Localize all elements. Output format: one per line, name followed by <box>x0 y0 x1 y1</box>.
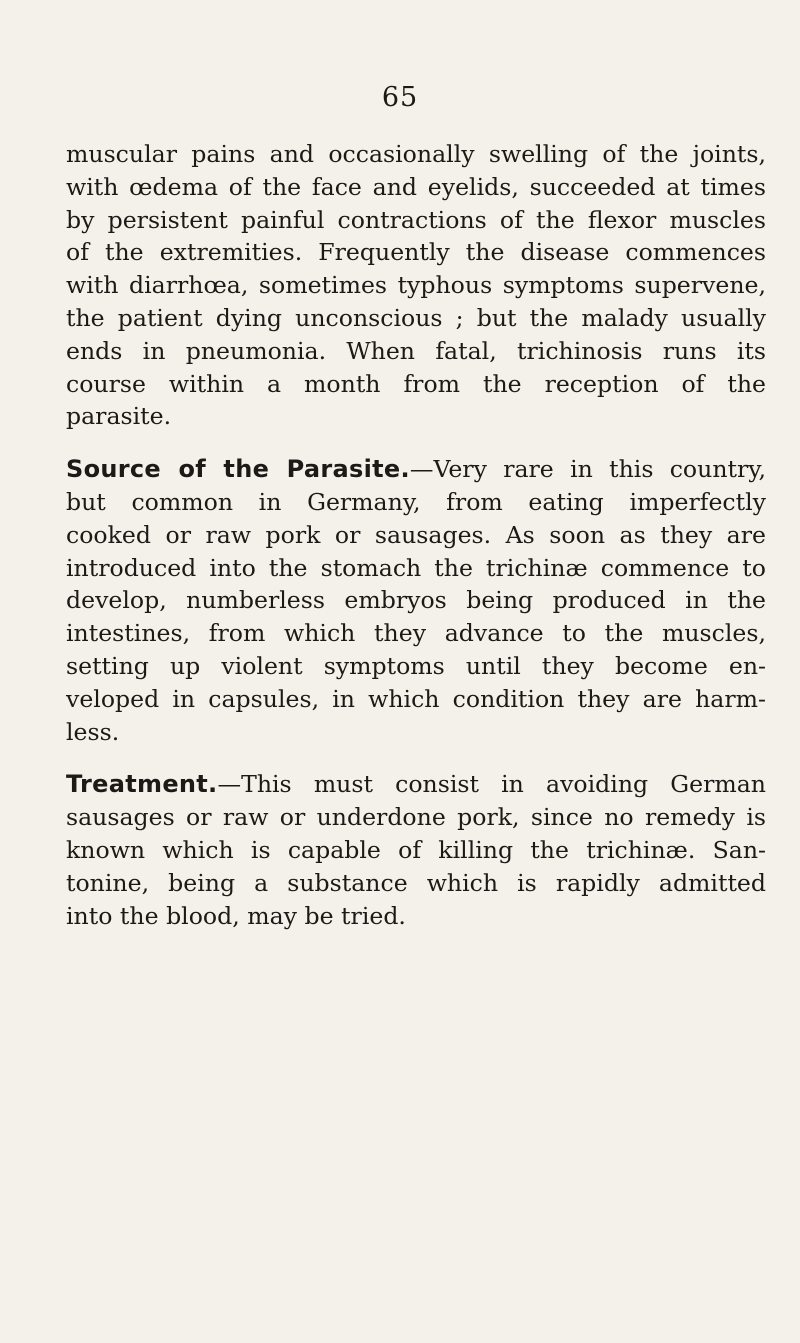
text-line: with œdema of the face and eyelids, succeeded at times <box>66 172 766 201</box>
text-line-rest: —Very rare in this country, <box>409 455 766 484</box>
text-line: into the blood, may be tried. <box>66 901 406 930</box>
text-line: veloped in capsules, in which condition they are harm- <box>66 684 766 713</box>
text-line: parasite. <box>66 402 172 431</box>
text-line: but common in Germany, from eating imperfectly <box>66 487 766 516</box>
section-heading-source: Source of the Parasite. <box>66 455 410 484</box>
section-heading-treatment: Treatment. <box>66 770 218 799</box>
text-line: develop, numberless embryos being produced in the <box>66 586 766 615</box>
text-line: sausages or raw or underdone pork, since no remedy is <box>66 803 766 832</box>
text-line: less. <box>66 717 120 746</box>
text-line <box>66 768 766 801</box>
text-line: introduced into the stomach the trichinæ commence to <box>66 553 766 582</box>
text-line: the patient dying unconscious ; but the malady usually <box>66 303 766 332</box>
text-line: setting up violent symptoms until they become en- <box>66 651 766 680</box>
body-text <box>66 138 766 932</box>
paragraph-treatment <box>66 768 766 932</box>
text-line: by persistent painful contractions of the flexor muscles <box>66 205 766 234</box>
page-number: 65 <box>381 82 419 113</box>
text-line: cooked or raw pork or sausages. As soon as they are <box>66 520 766 549</box>
text-line: of the extremities. Frequently the disease commences <box>66 238 766 267</box>
text-line <box>66 453 766 486</box>
text-line: muscular pains and occasionally swelling of the joints, <box>66 140 766 168</box>
text-line: known which is capable of killing the trichinæ. San- <box>66 835 766 864</box>
text-line: ends in pneumonia. When fatal, trichinosis runs its <box>66 336 766 365</box>
text-line: with diarrhœa, sometimes typhous symptoms supervene, <box>66 271 766 300</box>
text-line: intestines, from which they advance to the muscles, <box>66 619 766 648</box>
paragraph-source-of-parasite <box>66 453 766 748</box>
text-line: course within a month from the reception of the <box>66 369 766 398</box>
text-line-rest: —This must consist in avoiding German <box>217 770 766 799</box>
paragraph-symptoms <box>66 138 766 433</box>
text-line: tonine, being a substance which is rapidly admitted <box>66 868 766 897</box>
